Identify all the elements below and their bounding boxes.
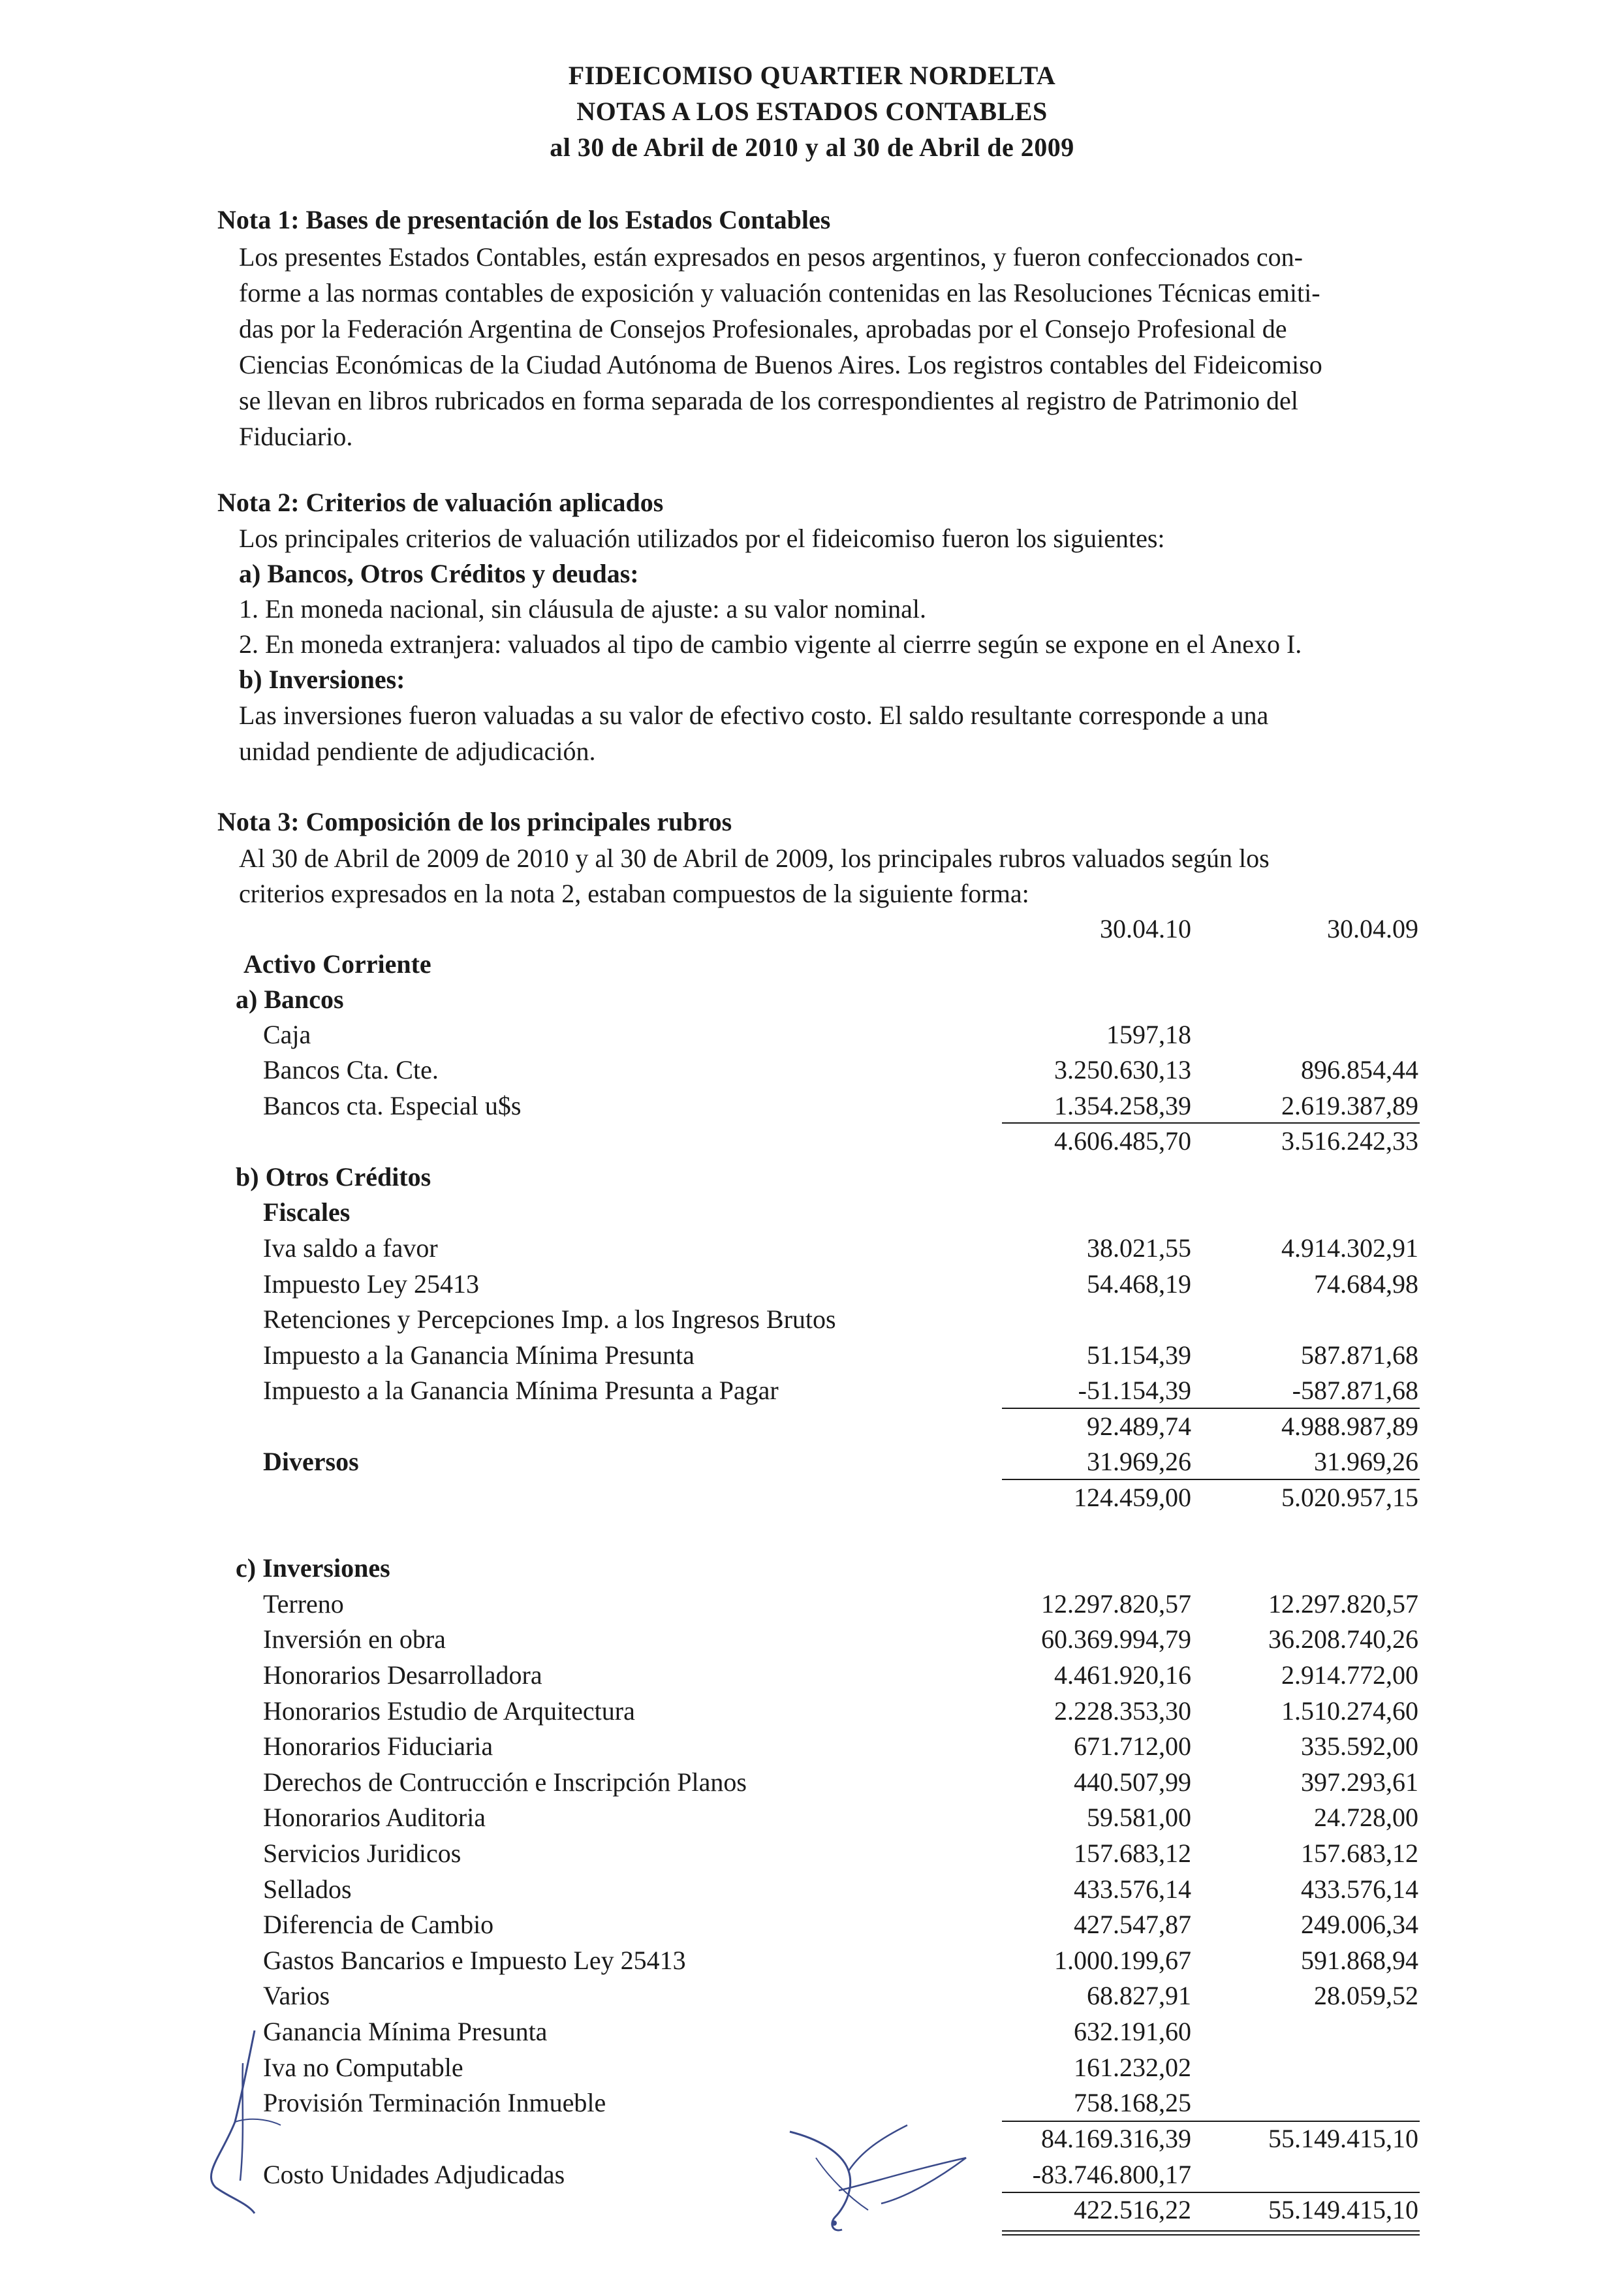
value-2010: 1.354.258,39 xyxy=(1054,1091,1191,1120)
value-2009: 249.006,34 xyxy=(1301,1910,1418,1939)
value-2010: 51.154,39 xyxy=(1087,1340,1191,1370)
value-2010: 422.516,22 xyxy=(1074,2195,1191,2224)
value-2010: 92.489,74 xyxy=(1087,1412,1191,1441)
row-label: Retenciones y Percepciones Imp. a los Ingresos Brutos xyxy=(263,1304,836,1334)
header-date: al 30 de Abril de 2010 y al 30 de Abril de 2009 xyxy=(550,133,1074,162)
value-2009: 74.684,98 xyxy=(1314,1269,1418,1299)
row-label: Honorarios Estudio de Arquitectura xyxy=(263,1696,635,1726)
value-2010: 4.606.485,70 xyxy=(1054,1126,1191,1156)
signature-center xyxy=(777,2112,986,2243)
nota2-b-line: unidad pendiente de adjudicación. xyxy=(239,736,596,766)
value-2009: 28.059,52 xyxy=(1314,1981,1418,2010)
table-row xyxy=(0,1195,1624,1230)
value-2010: 157.683,12 xyxy=(1074,1839,1191,1868)
nota1-line: Los presentes Estados Contables, están expresados en pesos argentinos, y fueron confeccionados con- xyxy=(239,242,1303,272)
row-label: Diversos xyxy=(263,1447,359,1476)
value-2010: 54.468,19 xyxy=(1087,1269,1191,1299)
value-2009: 591.868,94 xyxy=(1301,1946,1418,1975)
header-title: FIDEICOMISO QUARTIER NORDELTA xyxy=(568,61,1056,90)
row-label: Varios xyxy=(263,1981,330,2010)
value-2009: 24.728,00 xyxy=(1314,1803,1418,1832)
nota1-line: forme a las normas contables de exposición y valuación contenidas en las Resoluciones Técnicas emiti- xyxy=(239,278,1320,308)
table-row xyxy=(0,1907,1624,1942)
value-2010: -51.154,39 xyxy=(1078,1376,1191,1405)
row-label: c) Inversiones xyxy=(236,1553,390,1583)
row-label: Fiscales xyxy=(263,1197,351,1227)
value-2009: 31.969,26 xyxy=(1314,1447,1418,1476)
row-label: Diferencia de Cambio xyxy=(263,1910,494,1939)
row-label: Iva saldo a favor xyxy=(263,1233,438,1263)
nota1-line: Fiduciario. xyxy=(239,422,353,451)
value-2010: 31.969,26 xyxy=(1087,1447,1191,1476)
value-2010: 12.297.820,57 xyxy=(1041,1589,1191,1619)
row-label: Bancos Cta. Cte. xyxy=(263,1055,439,1084)
table-row xyxy=(0,1551,1624,1586)
subtotal-rule xyxy=(1002,1479,1420,1480)
row-label: Honorarios Desarrolladora xyxy=(263,1660,542,1690)
value-2010: 84.169.316,39 xyxy=(1041,2124,1191,2153)
value-2009: 4.988.987,89 xyxy=(1281,1412,1418,1441)
value-2010: 632.191,60 xyxy=(1074,2017,1191,2046)
table-row xyxy=(0,1124,1624,1159)
nota1-paragraph xyxy=(239,239,1401,454)
row-label: Iva no Computable xyxy=(263,2053,463,2082)
value-2010: 2.228.353,30 xyxy=(1054,1696,1191,1726)
value-2009: 36.208.740,26 xyxy=(1268,1624,1418,1654)
table-row xyxy=(0,1444,1624,1479)
table-row xyxy=(0,1267,1624,1302)
nota3-title: Nota 3: Composición de los principales rubros xyxy=(217,807,732,836)
value-2010: 60.369.994,79 xyxy=(1041,1624,1191,1654)
row-label: Impuesto a la Ganancia Mínima Presunta a Pagar xyxy=(263,1376,779,1405)
table-row xyxy=(0,947,1624,982)
value-2010: 427.547,87 xyxy=(1074,1910,1191,1939)
table-row xyxy=(0,1302,1624,1337)
table-row xyxy=(0,1088,1624,1124)
value-2009: 1.510.274,60 xyxy=(1281,1696,1418,1726)
subtotal-rule xyxy=(1002,2234,1420,2236)
column-header-2010: 30.04.10 xyxy=(1100,914,1191,943)
table-row xyxy=(0,1587,1624,1622)
table-row xyxy=(0,1231,1624,1266)
value-2009: 587.871,68 xyxy=(1301,1340,1418,1370)
subtotal-rule xyxy=(1002,1122,1420,1124)
value-2010: 3.250.630,13 xyxy=(1054,1055,1191,1084)
subtotal-rule xyxy=(1002,2230,1420,2232)
table-row xyxy=(0,1480,1624,1515)
value-2009: 4.914.302,91 xyxy=(1281,1233,1418,1263)
nota1-line: das por la Federación Argentina de Consejos Profesionales, aprobadas por el Consejo Profesional de xyxy=(239,314,1287,343)
value-2010: 1597,18 xyxy=(1106,1020,1191,1049)
table-row xyxy=(0,1943,1624,1978)
table-column-headers xyxy=(0,911,1624,947)
subtotal-rule xyxy=(1002,1408,1420,1409)
value-2010: 59.581,00 xyxy=(1087,1803,1191,1832)
value-2009: 55.149.415,10 xyxy=(1268,2195,1418,2224)
row-label: Servicios Juridicos xyxy=(263,1839,461,1868)
signature-left xyxy=(196,2024,300,2220)
value-2010: 38.021,55 xyxy=(1087,1233,1191,1263)
nota2-b-line: Las inversiones fueron valuadas a su valor de efectivo costo. El saldo resultante corresponde a una xyxy=(239,701,1269,730)
table-row xyxy=(0,1373,1624,1408)
value-2009: 157.683,12 xyxy=(1301,1839,1418,1868)
table-row xyxy=(0,1160,1624,1195)
table-row xyxy=(0,1052,1624,1088)
table-row xyxy=(0,1694,1624,1729)
row-label: Caja xyxy=(263,1020,311,1049)
row-label: Derechos de Contrucción e Inscripción Planos xyxy=(263,1767,747,1797)
value-2010: 68.827,91 xyxy=(1087,1981,1191,2010)
value-2009: 397.293,61 xyxy=(1301,1767,1418,1797)
nota2-a-item: 2. En moneda extranjera: valuados al tipo de cambio vigente al cierrre según se expone en el Anexo I. xyxy=(239,629,1302,659)
row-label: Impuesto Ley 25413 xyxy=(263,1269,480,1299)
value-2009: -587.871,68 xyxy=(1292,1376,1418,1405)
table-row xyxy=(0,1017,1624,1052)
value-2010: 671.712,00 xyxy=(1074,1731,1191,1761)
value-2010: 440.507,99 xyxy=(1074,1767,1191,1797)
subtotal-rule xyxy=(1002,2121,1420,2122)
table-row xyxy=(0,1622,1624,1657)
row-label: Terreno xyxy=(263,1589,344,1619)
value-2010: 161.232,02 xyxy=(1074,2053,1191,2082)
value-2009: 896.854,44 xyxy=(1301,1055,1418,1084)
table-row xyxy=(0,1729,1624,1764)
table-row xyxy=(0,1658,1624,1693)
value-2010: 1.000.199,67 xyxy=(1054,1946,1191,1975)
nota3-line: criterios expresados en la nota 2, estaban compuestos de la siguiente forma: xyxy=(239,879,1029,908)
nota2-title: Nota 2: Criterios de valuación aplicados xyxy=(217,488,664,517)
value-2010: -83.746.800,17 xyxy=(1032,2160,1191,2189)
row-label: Honorarios Fiduciaria xyxy=(263,1731,493,1761)
value-2010: 124.459,00 xyxy=(1074,1483,1191,1512)
value-2009: 12.297.820,57 xyxy=(1268,1589,1418,1619)
row-label: Provisión Terminación Inmueble xyxy=(263,2088,606,2117)
column-header-2009: 30.04.09 xyxy=(1327,914,1418,943)
nota2-intro: Los principales criterios de valuación utilizados por el fideicomiso fueron los siguientes: xyxy=(239,524,1165,553)
table-row xyxy=(0,1409,1624,1444)
value-2009: 55.149.415,10 xyxy=(1268,2124,1418,2153)
value-2009: 2.914.772,00 xyxy=(1281,1660,1418,1690)
value-2009: 5.020.957,15 xyxy=(1281,1483,1418,1512)
row-label: Gastos Bancarios e Impuesto Ley 25413 xyxy=(263,1946,686,1975)
table-row xyxy=(0,1338,1624,1373)
table-row xyxy=(0,1978,1624,2014)
value-2009: 433.576,14 xyxy=(1301,1874,1418,1904)
row-label: a) Bancos xyxy=(236,985,344,1014)
value-2009: 2.619.387,89 xyxy=(1281,1091,1418,1120)
subtotal-rule xyxy=(1002,2192,1420,2193)
document-header xyxy=(0,57,1624,165)
row-label: b) Otros Créditos xyxy=(236,1162,431,1192)
value-2010: 4.461.920,16 xyxy=(1054,1660,1191,1690)
value-2009: 335.592,00 xyxy=(1301,1731,1418,1761)
row-label: Ganancia Mínima Presunta xyxy=(263,2017,548,2046)
value-2009: 3.516.242,33 xyxy=(1281,1126,1418,1156)
nota2-a-title: a) Bancos, Otros Créditos y deudas: xyxy=(239,559,639,588)
table-row xyxy=(0,1836,1624,1871)
value-2010: 758.168,25 xyxy=(1074,2088,1191,2117)
nota1-title: Nota 1: Bases de presentación de los Estados Contables xyxy=(217,205,831,234)
nota1-line: Ciencias Económicas de la Ciudad Autónoma de Buenos Aires. Los registros contables del Fideicomiso xyxy=(239,350,1322,379)
value-2010: 433.576,14 xyxy=(1074,1874,1191,1904)
row-label: Sellados xyxy=(263,1874,352,1904)
row-label: Activo Corriente xyxy=(243,949,431,979)
row-label: Impuesto a la Ganancia Mínima Presunta xyxy=(263,1340,695,1370)
table-row xyxy=(0,1872,1624,1907)
header-subtitle: NOTAS A LOS ESTADOS CONTABLES xyxy=(576,97,1048,126)
nota2-b-title: b) Inversiones: xyxy=(239,665,405,694)
row-label: Honorarios Auditoria xyxy=(263,1803,486,1832)
table-row xyxy=(0,1800,1624,1835)
row-label: Costo Unidades Adjudicadas xyxy=(263,2160,565,2189)
row-label: Bancos cta. Especial u$s xyxy=(263,1091,522,1120)
nota2-a-item: 1. En moneda nacional, sin cláusula de ajuste: a su valor nominal. xyxy=(239,594,927,624)
table-row xyxy=(0,982,1624,1017)
table-row xyxy=(0,1765,1624,1800)
nota3-line: Al 30 de Abril de 2009 de 2010 y al 30 de Abril de 2009, los principales rubros valuados según los xyxy=(239,844,1270,873)
row-label: Inversión en obra xyxy=(263,1624,446,1654)
nota1-line: se llevan en libros rubricados en forma separada de los correspondientes al registro de Patrimonio del xyxy=(239,386,1298,415)
